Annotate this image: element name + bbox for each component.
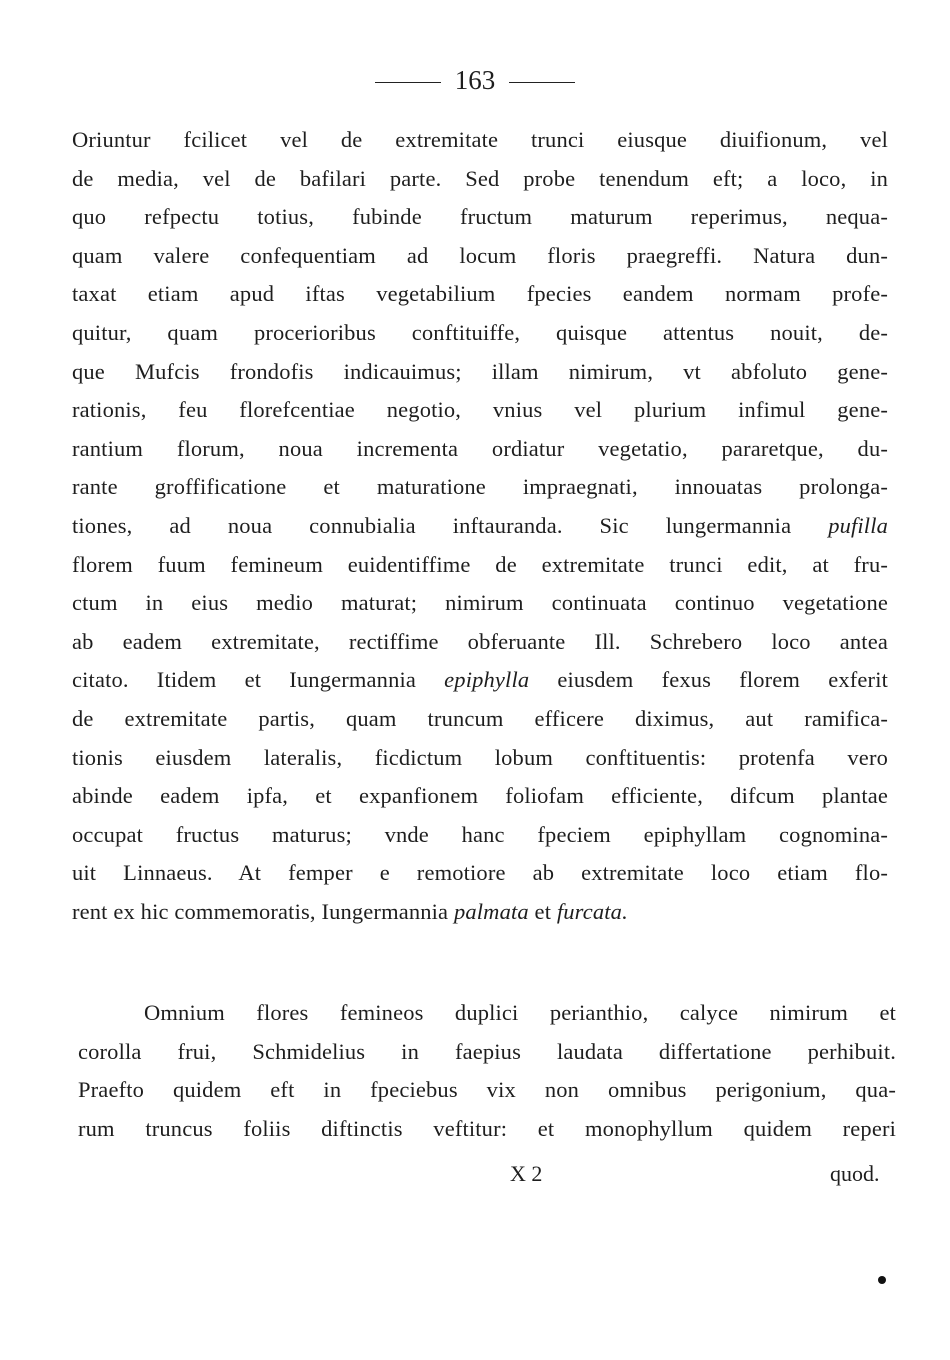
text-run: et xyxy=(528,898,557,924)
catchword: quod. xyxy=(830,1161,880,1186)
species-name-furcata: furcata. xyxy=(556,898,628,924)
text-line: quitur, quam procerioribus conftituiffe, quisque attentus nouit, de- xyxy=(72,319,888,345)
text-line: florem fuum femineum euidentiffime de extremitate trunci edit, at fru- xyxy=(72,551,888,577)
text-run: eiusdem fexus florem exferit xyxy=(529,667,888,693)
paragraph-1 xyxy=(72,121,888,931)
text-line: Omnium flores femineos duplici perianthio, calyce nimirum et xyxy=(144,1000,896,1025)
text-line: tionis eiusdem lateralis, ficdictum lobum conftituentis: protenfa vero xyxy=(72,744,888,770)
species-name-epiphylla: epiphylla xyxy=(444,667,530,693)
page-number: 163 xyxy=(454,65,496,95)
text-line: de media, vel de bafilari parte. Sed probe tenendum eft; a loco, in xyxy=(72,165,888,191)
header-rule-left xyxy=(375,82,441,83)
ink-dot xyxy=(878,1276,886,1284)
text-run: tiones, ad noua connubialia inftauranda. Sic lungermannia xyxy=(72,512,829,538)
text-line: abinde eadem ipfa, et expanfionem foliofam efficiente, difcum plantae xyxy=(72,783,888,809)
text-line: corolla frui, Schmidelius in faepius laudata differtatione perhibuit. xyxy=(78,1038,896,1064)
signature-mark: X 2 xyxy=(510,1161,543,1186)
text-line: que Mufcis frondofis indicauimus; illam nimirum, vt abfoluto gene- xyxy=(72,358,888,384)
text-line: rum truncus foliis diftinctis veftitur: et monophyllum quidem reperi xyxy=(78,1115,896,1141)
text-line: rantium florum, noua incrementa ordiatur vegetatio, pararetque, du- xyxy=(72,435,888,461)
text-line xyxy=(72,661,888,700)
header-rule-right xyxy=(509,82,575,83)
text-line: ab eadem extremitate, rectiffime obferuante Ill. Schrebero loco antea xyxy=(72,628,888,654)
text-line: quam valere confequentiam ad locum floris praegreffi. Natura dun- xyxy=(72,242,888,268)
text-line xyxy=(72,893,888,932)
page-header xyxy=(0,60,950,100)
text-line: taxat etiam apud iftas vegetabilium fpecies eandem normam profe- xyxy=(72,281,888,307)
text-line xyxy=(72,507,888,546)
text-run: rent ex hic commemoratis, Iungermannia xyxy=(72,898,454,924)
text-line: Oriuntur fcilicet vel de extremitate trunci eiusque diuifionum, vel xyxy=(72,127,888,152)
text-run: citato. Itidem et Iungermannia xyxy=(72,667,445,693)
text-line: uit Linnaeus. At femper e remotiore ab extremitate loco etiam flo- xyxy=(72,860,888,886)
text-line: de extremitate partis, quam truncum efficere diximus, aut ramifica- xyxy=(72,705,888,731)
text-line: Praefto quidem eft in fpeciebus vix non omnibus perigonium, qua- xyxy=(78,1077,896,1103)
paragraph-2 xyxy=(78,994,896,1148)
text-line: rante groffificatione et maturatione impraegnati, innouatas prolonga- xyxy=(72,474,888,500)
text-line: quo refpectu totius, fubinde fructum maturum reperimus, nequa- xyxy=(72,204,888,230)
species-name-pusilla: pufilla xyxy=(828,512,888,538)
text-line: ctum in eius medio maturat; nimirum continuata continuo vegetatione xyxy=(72,590,888,616)
species-name-palmata: palmata xyxy=(453,898,529,924)
text-line: occupat fructus maturus; vnde hanc fpeciem epiphyllam cognomina- xyxy=(72,821,888,847)
text-line: rationis, feu florefcentiae negotio, vnius vel plurium infimul gene- xyxy=(72,397,888,423)
